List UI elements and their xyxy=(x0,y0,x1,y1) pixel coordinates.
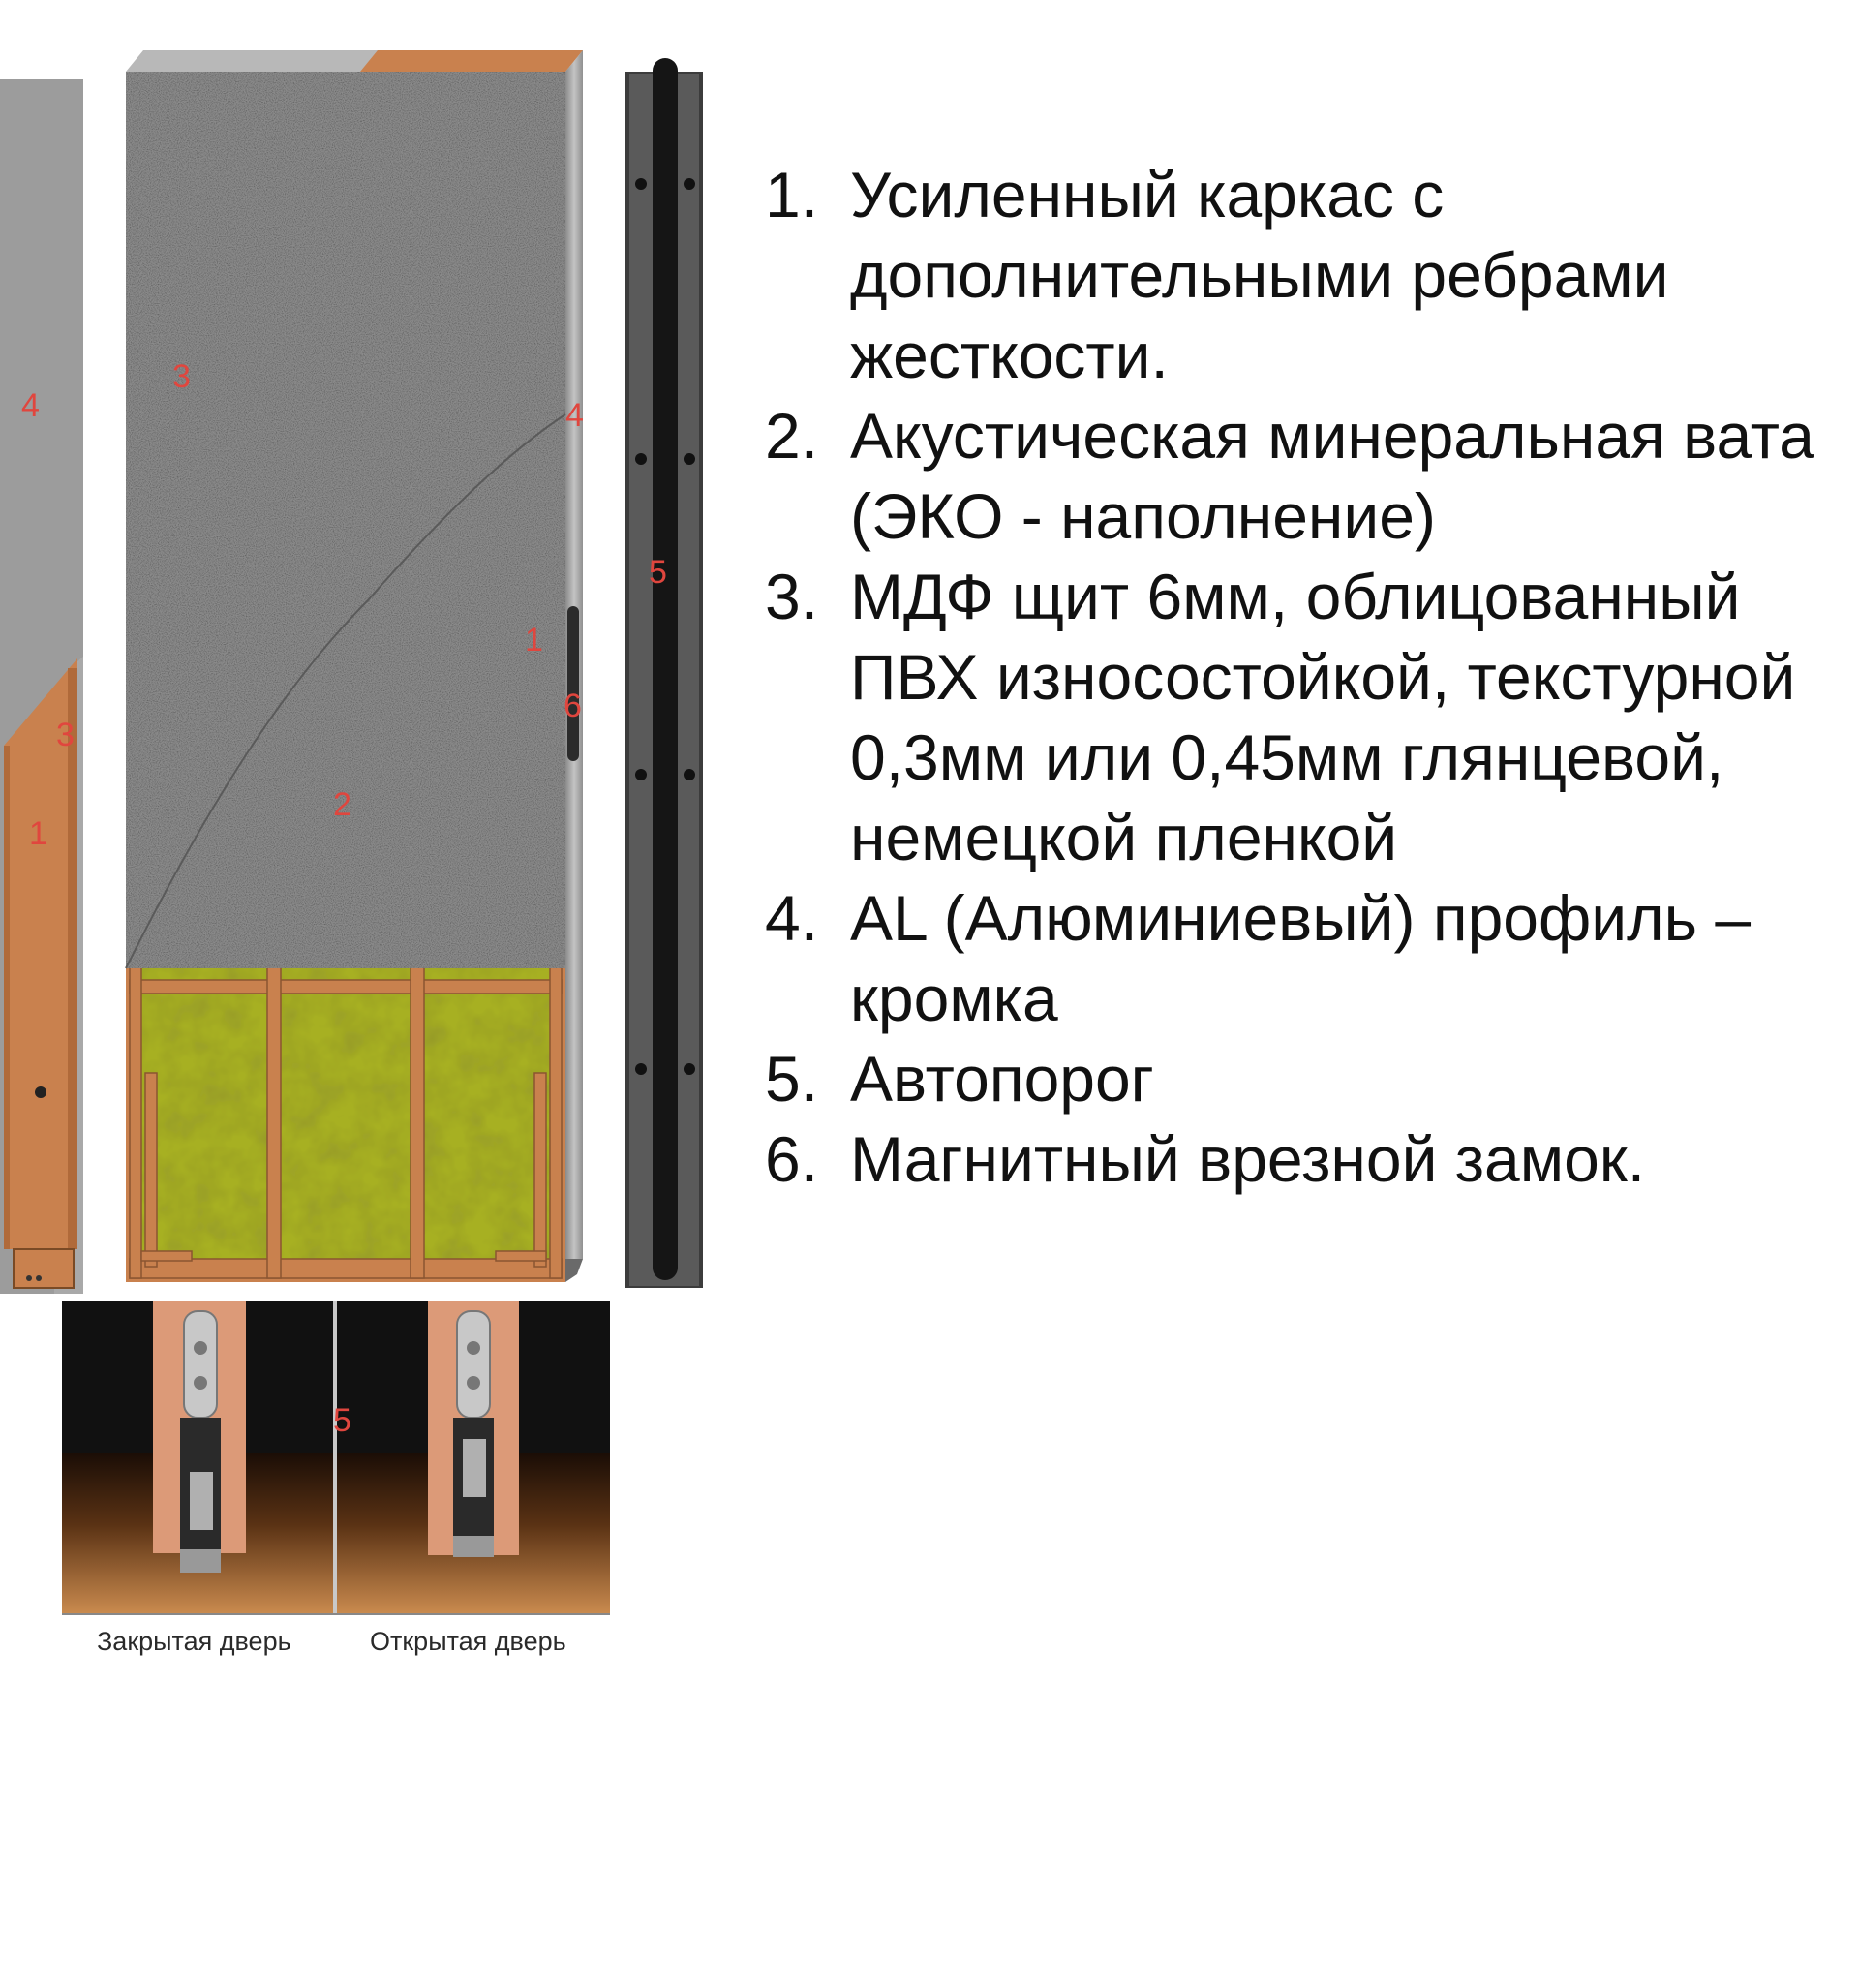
open-door-caption: Открытая дверь xyxy=(370,1627,566,1656)
legend-text: Магнитный врезной замок. xyxy=(850,1123,1646,1195)
legend-item-mdf xyxy=(765,557,1840,878)
closed-door-panel xyxy=(153,1301,246,1573)
callout-wool: 2 xyxy=(333,786,351,823)
magnetic-lock xyxy=(567,606,579,761)
legend-item-threshold xyxy=(765,1039,1840,1119)
legend-text: МДФ щит 6мм, облицованный ПВХ износостойкой, текстурной 0,3мм или 0,45мм глянцевой, немецкой пленкой xyxy=(850,561,1796,873)
callout-mdf-panel: 3 xyxy=(172,358,191,395)
closed-door-caption: Закрытая дверь xyxy=(97,1627,291,1656)
legend-text: Акустическая минеральная вата (ЭКО - наполнение) xyxy=(850,400,1814,552)
legend-list xyxy=(765,155,1840,1200)
legend-item-lock xyxy=(765,1119,1840,1200)
door-face xyxy=(126,72,583,1282)
legend-text: Усиленный каркас с дополнительными ребрами жесткости. xyxy=(850,159,1669,391)
callout-left-profile: 4 xyxy=(21,387,40,424)
legend-item-wool xyxy=(765,396,1840,557)
callout-threshold-photo: 5 xyxy=(333,1402,351,1439)
callout-frame-rib: 1 xyxy=(525,622,543,658)
legend-item-frame xyxy=(765,155,1840,396)
callout-lock: 6 xyxy=(564,688,582,724)
legend-number: 2. xyxy=(765,400,819,472)
legend-number: 3. xyxy=(765,561,819,632)
legend-text: Автопорог xyxy=(850,1043,1154,1115)
callout-left-mdf: 3 xyxy=(56,717,75,753)
legend-item-al-profile xyxy=(765,878,1840,1039)
legend-number: 4. xyxy=(765,882,819,954)
door-top-profile xyxy=(126,50,583,72)
callout-threshold-strip: 5 xyxy=(649,554,667,591)
open-door-panel xyxy=(428,1301,519,1557)
legend-text: AL (Алюминиевый) профиль – кромка xyxy=(850,882,1752,1034)
legend-number: 1. xyxy=(765,159,819,230)
callout-edge-profile: 4 xyxy=(565,397,584,434)
door-construction-diagram xyxy=(0,0,716,1666)
legend-number: 5. xyxy=(765,1043,819,1115)
legend-number: 6. xyxy=(765,1123,819,1195)
threshold-photo xyxy=(62,1301,610,1656)
left-section-profile xyxy=(0,79,83,1294)
callout-left-frame: 1 xyxy=(29,815,47,852)
threshold-strip xyxy=(625,58,703,1288)
